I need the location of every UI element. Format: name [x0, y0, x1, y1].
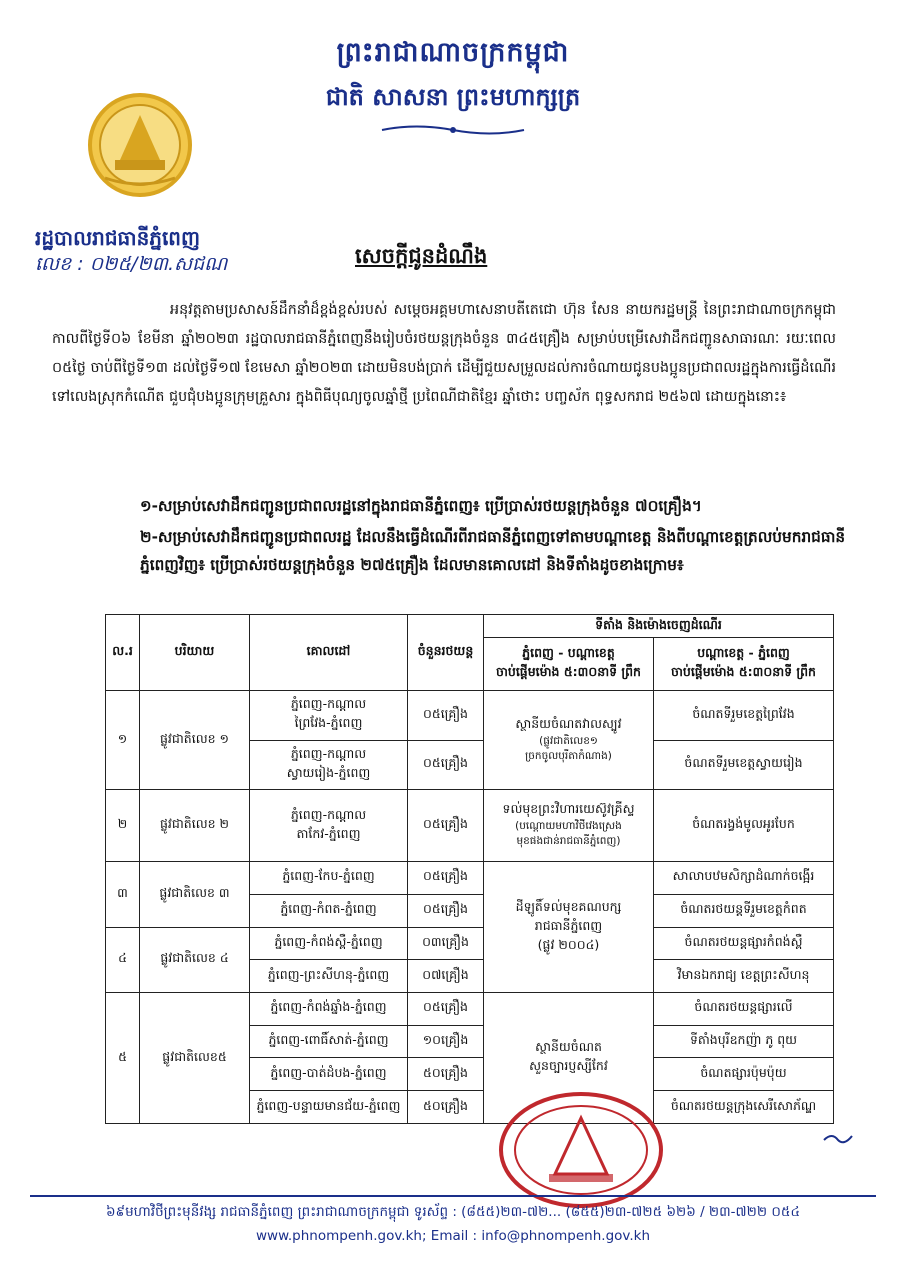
- table-row: [106, 927, 834, 960]
- depart-note: (ផ្លូវ ២០០៤): [537, 936, 600, 952]
- header-destination: គោលដៅ: [250, 615, 408, 691]
- cell-buses: ០៧គ្រឿង: [408, 960, 484, 993]
- administration-name: រដ្ឋបាលរាជធានីភ្នំពេញ: [35, 226, 201, 250]
- header-no: ល.រ: [106, 615, 140, 691]
- point-2: ២-សម្រាប់សេវាដឹកជញ្ជូនប្រជាពលរដ្ឋ ដែលនឹងធ្វើដំណើរពីរាជធានីភ្នំពេញទៅតាមបណ្តាខេត្ត និងពីបណ្តាខេត្តត្រលប់មករាជធានីភ្នំពេញវិញ៖ ប្រើប្រាស់រថយន្តក្រុងចំនួន ២៧៥គ្រឿង ដែលមានគោលដៅ និងទីតាំងដូចខាងក្រោម៖: [140, 528, 846, 574]
- cell-destination: ភ្នំពេញ-ព្រះសីហនុ-ភ្នំពេញ: [250, 960, 408, 993]
- header-buses: ចំនួនរថយន្ត: [408, 615, 484, 691]
- cell-depart: [484, 691, 654, 790]
- depart-name: ស្ថានីយចំណត: [535, 1039, 602, 1054]
- cell-destination: [250, 790, 408, 862]
- depart-name: ដីឡូតិ៍ទល់មុខគណបក្ស: [515, 898, 622, 914]
- table-row: [106, 691, 834, 741]
- depart-name-line2: សួនច្បារប្ញស្សីកែវ: [529, 1058, 608, 1073]
- footer-divider: [30, 1195, 876, 1197]
- cell-buses: ៥០គ្រឿង: [408, 1091, 484, 1124]
- depart-note: (បណ្តោយមហាវិថីវេងស្រេង: [515, 820, 622, 833]
- destination-line: ភ្នំពេញ-កណ្តាល: [290, 806, 367, 822]
- cell-buses: ០៥គ្រឿង: [408, 862, 484, 895]
- return-time: ចាប់ផ្តើមម៉ោង ៥:៣០នាទី ព្រឹក: [671, 664, 816, 680]
- depart-name: ទល់មុខព្រះវិហារយេស៊ូវគ្រីស្ទ: [502, 801, 635, 817]
- footer-address-text: ៦៩មហាវិថីព្រះមុនីវង្ស រាជធានីភ្នំពេញ ព្រះរាជាណាចក្រកម្ពុជា ទូរស័ព្ទ : (៨៥៥)២៣-៧២...: [105, 1204, 562, 1220]
- footer-web: www.phnompenh.gov.kh; Email : info@phnompenh.gov.kh: [255, 1228, 651, 1244]
- cell-arrive: ចំណតរថយន្តក្រុងសេរីសោភ័ណ្ឌ: [654, 1091, 834, 1124]
- cell-arrive: ចំណតរថយន្តផ្សារកំពង់ស្ពឺ: [654, 927, 834, 960]
- city-emblem-icon: [85, 90, 195, 200]
- route-table: [105, 614, 834, 1124]
- cell-destination: ភ្នំពេញ-បន្ទាយមានជ័យ-ភ្នំពេញ: [250, 1091, 408, 1124]
- cell-destination: ភ្នំពេញ-កែប-ភ្នំពេញ: [250, 862, 408, 895]
- destination-line: ភ្នំពេញ-កណ្តាល: [290, 745, 367, 761]
- header-return: [654, 638, 834, 691]
- kingdom-title: ព្រះរាជាណាចក្រកម្ពុជា: [336, 37, 570, 68]
- cell-no: ៤: [106, 927, 140, 992]
- cell-depart: [484, 790, 654, 862]
- ornament-divider-icon: [380, 123, 526, 137]
- national-motto: ជាតិ សាសនា ព្រះមហាក្សត្រ: [325, 83, 581, 111]
- table-row: [106, 862, 834, 895]
- cell-buses: ៥០គ្រឿង: [408, 1058, 484, 1091]
- depart-name: ស្ថានីយចំណតវាលស្បូវ: [515, 715, 622, 731]
- cell-buses: ០៥គ្រឿង: [408, 740, 484, 790]
- reference-number: លេខ : ០២៥/២៣.សជណ: [35, 253, 228, 275]
- cell-no: ២: [106, 790, 140, 862]
- point-1: ១-សម្រាប់សេវាដឹកជញ្ជូនប្រជាពលរដ្ឋនៅក្នុងរាជធានីភ្នំពេញ៖ ប្រើប្រាស់រថយន្តក្រុងចំនួន ៧០គ្រឿង។: [140, 497, 702, 515]
- cell-buses: ០៥គ្រឿង: [408, 790, 484, 862]
- outbound-time: ចាប់ផ្តើមម៉ោង ៥:៣០នាទី ព្រឹក: [496, 664, 641, 680]
- cell-arrive: ចំណតទីរួមខេត្តស្វាយរៀង: [654, 740, 834, 790]
- signature-mark-icon: [822, 1130, 854, 1146]
- destination-line: ស្វាយរៀង-ភ្នំពេញ: [286, 764, 371, 780]
- table-row: [106, 993, 834, 1026]
- cell-no: ៣: [106, 862, 140, 927]
- header-route: បរិយាយ: [140, 615, 250, 691]
- return-label: បណ្តាខេត្ត - ភ្នំពេញ: [697, 645, 790, 661]
- cell-depart: [484, 862, 654, 993]
- cell-destination: ភ្នំពេញ-ពោធិ៍សាត់-ភ្នំពេញ: [250, 1025, 408, 1058]
- cell-arrive: ចំណតរថយន្តផ្សារលើ: [654, 993, 834, 1026]
- outbound-label: ភ្នំពេញ - បណ្តាខេត្ត: [522, 645, 615, 661]
- depart-name-line2: រាជធានីភ្នំពេញ: [534, 917, 603, 933]
- cell-arrive: ចំណតទីរួមខេត្តព្រៃវែង: [654, 691, 834, 741]
- intro-paragraph: អនុវត្តតាមប្រសាសន៍ដឹកនាំដ៏ខ្ពង់ខ្ពស់របស់ សម្តេចអគ្គមហាសេនាបតីតេជោ ហ៊ុន សែន នាយករដ្ឋមន្ត្រី នៃព្រះរាជាណាចក្រកម្ពុជា កាលពីថ្ងៃទី០៦ ខែមីនា ឆ្នាំ២០២៣ រដ្ឋបាលរាជធានីភ្នំពេញនឹងរៀបចំរថយន្តក្រុងចំនួន ៣៤៥គ្រឿង សម្រាប់បម្រើសេវាដឹកជញ្ជូនសាធារណៈ រយៈពេល ០៥ថ្ងៃ ចាប់ពីថ្ងៃទី១៣ ដល់ថ្ងៃទី១៧ ខែមេសា ឆ្នាំ២០២៣ ដោយមិនបង់ប្រាក់ ដើម្បីជួយសម្រួលដល់ការចំណាយជូនបងប្អូនប្រជាពលរដ្ឋក្នុងការធ្វើដំណើរទៅលេងស្រុកកំណើត ជួបជុំបងប្អូនក្រុមគ្រួសារ ក្នុងពិធីបុណ្យចូលឆ្នាំថ្មី ប្រពៃណីជាតិខ្មែរ ឆ្នាំថោះ បញ្ចស័ក ពុទ្ធសករាជ ២៥៦៧ ដោយក្នុងនោះ៖: [52, 302, 836, 405]
- footer-address: [0, 1203, 906, 1223]
- cell-no: ៥: [106, 993, 140, 1124]
- cell-arrive: ចំណតរថយន្តទីរួមខេត្តកំពត: [654, 894, 834, 927]
- cell-destination: ភ្នំពេញ-កំពត-ភ្នំពេញ: [250, 894, 408, 927]
- depart-note: មុខផងជាន់រាជធានីភ្នំពេញ): [516, 835, 621, 848]
- cell-destination: ភ្នំពេញ-បាត់ដំបង-ភ្នំពេញ: [250, 1058, 408, 1091]
- destination-line: ភ្នំពេញ-កណ្តាល: [290, 696, 367, 712]
- cell-arrive: ចំណតរង្វង់មូលអូរបែក: [654, 790, 834, 862]
- cell-arrive: ចំណតផ្សារប៉ុមប៉ុយ: [654, 1058, 834, 1091]
- cell-arrive: សាលាបឋមសិក្សាដំណាក់ចង្អើរ: [654, 862, 834, 895]
- cell-buses: ០៥គ្រឿង: [408, 691, 484, 741]
- cell-route: ផ្លូវជាតិលេខ៥: [140, 993, 250, 1124]
- cell-destination: ភ្នំពេញ-កំពង់ឆ្នាំង-ភ្នំពេញ: [250, 993, 408, 1026]
- depart-note: ច្រកចូលបុរីតាកំណាង): [525, 749, 612, 762]
- cell-route: ផ្លូវជាតិលេខ ២: [140, 790, 250, 862]
- cell-arrive: ទីតាំងបុរីឧកញ៉ា ភូ ពុយ: [654, 1025, 834, 1058]
- cell-route: ផ្លូវជាតិលេខ ១: [140, 691, 250, 790]
- destination-line: ព្រៃវែង-ភ្នំពេញ: [294, 715, 363, 731]
- cell-buses: ០៣គ្រឿង: [408, 927, 484, 960]
- header-outbound: [484, 638, 654, 691]
- official-stamp-icon: [497, 1090, 665, 1210]
- footer-phone: (៨៥៥)២៣-៧២៥ ៦២៦ / ២៣-៧២២ ០៥៤: [565, 1204, 801, 1220]
- cell-route: ផ្លូវជាតិលេខ ៣: [140, 862, 250, 927]
- cell-buses: ០៥គ្រឿង: [408, 894, 484, 927]
- cell-destination: [250, 691, 408, 741]
- cell-destination: ភ្នំពេញ-កំពង់ស្ពឺ-ភ្នំពេញ: [250, 927, 408, 960]
- cell-no: ១: [106, 691, 140, 790]
- cell-arrive: វិមានឯករាជ្យ ខេត្តព្រះសីហនុ: [654, 960, 834, 993]
- notice-title: សេចក្តីជូនដំណឹង: [355, 244, 488, 268]
- depart-note: (ផ្លូវជាតិលេខ១: [539, 734, 598, 747]
- cell-destination: [250, 740, 408, 790]
- cell-buses: ១០គ្រឿង: [408, 1025, 484, 1058]
- destination-line: តាកែវ-ភ្នំពេញ: [296, 825, 361, 841]
- cell-buses: ០៥គ្រឿង: [408, 993, 484, 1026]
- cell-route: ផ្លូវជាតិលេខ ៤: [140, 927, 250, 992]
- table-row: [106, 790, 834, 862]
- header-location-group: ទីតាំង និងម៉ោងចេញដំណើរ: [484, 615, 834, 638]
